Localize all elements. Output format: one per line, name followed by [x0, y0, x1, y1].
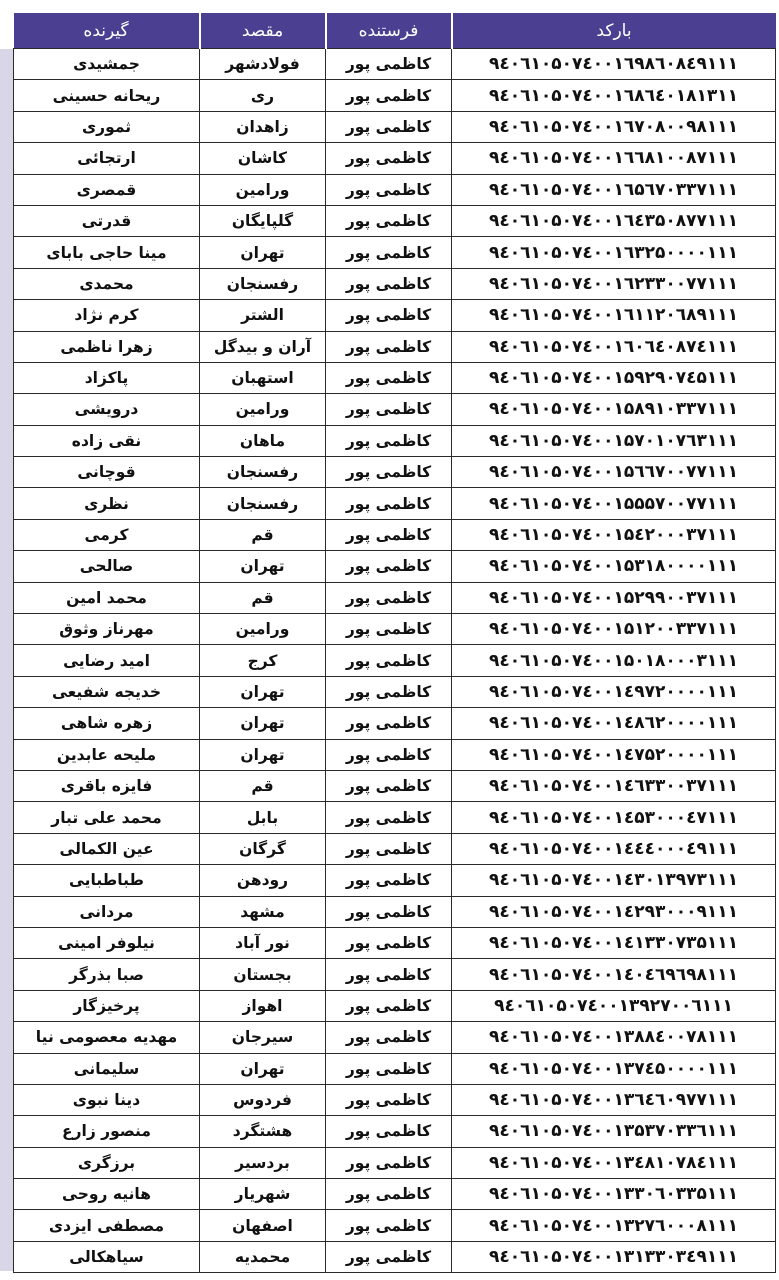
barcode-cell: ۹٤۰٦۱۰۵۰۷٤۰۰۱۵۰۱۸۰۰۰۳۱۱۱ — [452, 645, 776, 676]
shipments-table-container — [13, 13, 775, 1273]
barcode-cell: ۹٤۰٦۱۰۵۰۷٤۰۰۱۳٦٤٦۰۹۷۷۱۱۱ — [452, 1084, 776, 1115]
recipient-cell: محمدی — [14, 268, 200, 299]
destination-cell: ماهان — [200, 425, 326, 456]
barcode-cell: ۹٤۰٦۱۰۵۰۷٤۰۰۱٤۹۷۲۰۰۰۰۱۱۱ — [452, 676, 776, 707]
sender-cell: کاظمی پور — [326, 896, 452, 927]
destination-cell: اصفهان — [200, 1210, 326, 1241]
table-row — [14, 331, 776, 362]
barcode-cell: ۹٤۰٦۱۰۵۰۷٤۰۰۱٦۳۲۵۰۰۰۰۱۱۱ — [452, 237, 776, 268]
table-row — [14, 833, 776, 864]
recipient-cell: کرم نژاد — [14, 300, 200, 331]
table-row — [14, 49, 776, 80]
table-row — [14, 645, 776, 676]
sender-cell: کاظمی پور — [326, 551, 452, 582]
table-row — [14, 425, 776, 456]
table-row — [14, 237, 776, 268]
table-row — [14, 394, 776, 425]
recipient-cell: قوچانی — [14, 457, 200, 488]
recipient-cell: قمصری — [14, 174, 200, 205]
table-row — [14, 865, 776, 896]
recipient-cell: جمشیدی — [14, 49, 200, 80]
barcode-cell: ۹٤۰٦۱۰۵۰۷٤۰۰۱۵۷۰۱۰۷٦۳۱۱۱ — [452, 425, 776, 456]
header-barcode: بارکد — [452, 13, 776, 49]
table-row — [14, 708, 776, 739]
recipient-cell: خدیجه شفیعی — [14, 676, 200, 707]
recipient-cell: محمد امین — [14, 582, 200, 613]
destination-cell: شهریار — [200, 1179, 326, 1210]
barcode-cell: ۹٤۰٦۱۰۵۰۷٤۰۰۱٤۸٦۲۰۰۰۰۱۱۱ — [452, 708, 776, 739]
sender-cell: کاظمی پور — [326, 111, 452, 142]
barcode-cell: ۹٤۰٦۱۰۵۰۷٤۰۰۱٤٤٤۰۰۰٤۹۱۱۱ — [452, 833, 776, 864]
barcode-cell: ۹٤۰٦۱۰۵۰۷٤۰۰۱۵٦٦۷۰۰۷۷۱۱۱ — [452, 457, 776, 488]
recipient-cell: کرمی — [14, 519, 200, 550]
destination-cell: استهبان — [200, 362, 326, 393]
sender-cell: کاظمی پور — [326, 174, 452, 205]
sender-cell: کاظمی پور — [326, 300, 452, 331]
table-row — [14, 770, 776, 801]
recipient-cell: عین الکمالی — [14, 833, 200, 864]
barcode-cell: ۹٤۰٦۱۰۵۰۷٤۰۰۱۵٤۲۰۰۰۳۷۱۱۱ — [452, 519, 776, 550]
recipient-cell: دینا نبوی — [14, 1084, 200, 1115]
header-destination: مقصد — [200, 13, 326, 49]
recipient-cell: درویشی — [14, 394, 200, 425]
destination-cell: اهواز — [200, 990, 326, 1021]
destination-cell: فولادشهر — [200, 49, 326, 80]
table-row — [14, 1053, 776, 1084]
destination-cell: هشتگرد — [200, 1116, 326, 1147]
sender-cell: کاظمی پور — [326, 927, 452, 958]
table-row — [14, 582, 776, 613]
barcode-cell: ۹٤۰٦۱۰۵۰۷٤۰۰۱٦٦۸۱۰۰۸۷۱۱۱ — [452, 143, 776, 174]
recipient-cell: طباطبایی — [14, 865, 200, 896]
table-row — [14, 111, 776, 142]
recipient-cell: نقی زاده — [14, 425, 200, 456]
destination-cell: گلپایگان — [200, 205, 326, 236]
recipient-cell: قدرتی — [14, 205, 200, 236]
header-recipient: گیرنده — [14, 13, 200, 49]
recipient-cell: مصطفی ایزدی — [14, 1210, 200, 1241]
sender-cell: کاظمی پور — [326, 1147, 452, 1178]
destination-cell: ورامین — [200, 174, 326, 205]
sender-cell: کاظمی پور — [326, 1241, 452, 1272]
table-row — [14, 143, 776, 174]
recipient-cell: ملیحه عابدین — [14, 739, 200, 770]
table-row — [14, 519, 776, 550]
barcode-cell: ۹٤۰٦۱۰۵۰۷٤۰۰۱٤۵۳۰۰۰٤۷۱۱۱ — [452, 802, 776, 833]
destination-cell: نور آباد — [200, 927, 326, 958]
recipient-cell: زهرا ناظمی — [14, 331, 200, 362]
table-row — [14, 205, 776, 236]
recipient-cell: مینا حاجی بابای — [14, 237, 200, 268]
barcode-cell: ۹٤۰٦۱۰۵۰۷٤۰۰۱۳۸۸٤۰۰۷۸۱۱۱ — [452, 1022, 776, 1053]
barcode-cell: ۹٤۰٦۱۰۵۰۷٤۰۰۱۳٤۸۱۰۷۸٤۱۱۱ — [452, 1147, 776, 1178]
destination-cell: رفسنجان — [200, 488, 326, 519]
sender-cell: کاظمی پور — [326, 865, 452, 896]
barcode-cell: ۹٤۰٦۱۰۵۰۷٤۰۰۱٤۰٤٦۹٦۹۸۱۱۱ — [452, 959, 776, 990]
table-body — [14, 49, 776, 1273]
sender-cell: کاظمی پور — [326, 80, 452, 111]
barcode-cell: ۹٤۰٦۱۰۵۰۷٤۰۰۱٦۱۱۲۰٦۸۹۱۱۱ — [452, 300, 776, 331]
table-row — [14, 80, 776, 111]
destination-cell: زاهدان — [200, 111, 326, 142]
sender-cell: کاظمی پور — [326, 237, 452, 268]
recipient-cell: امید رضایی — [14, 645, 200, 676]
recipient-cell: مهرناز وثوق — [14, 614, 200, 645]
barcode-cell: ۹٤۰٦۱۰۵۰۷٤۰۰۱۵۳۱۸۰۰۰۰۱۱۱ — [452, 551, 776, 582]
table-row — [14, 1241, 776, 1272]
destination-cell: بردسیر — [200, 1147, 326, 1178]
barcode-cell: ۹٤۰٦۱۰۵۰۷٤۰۰۱٤۳۰۱۳۹۷۳۱۱۱ — [452, 865, 776, 896]
barcode-cell: ۹٤۰٦۱۰۵۰۷٤۰۰۱۳۱۳۳۰۳٤۹۱۱۱ — [452, 1241, 776, 1272]
barcode-cell: ۹٤۰٦۱۰۵۰۷٤۰۰۱٦۹۸٦۰۸٤۹۱۱۱ — [452, 49, 776, 80]
destination-cell: فردوس — [200, 1084, 326, 1115]
barcode-cell: ۹٤۰٦۱۰۵۰۷٤۰۰۱٦۷۰۸۰۰۹۸۱۱۱ — [452, 111, 776, 142]
recipient-cell: سیاهکالی — [14, 1241, 200, 1272]
recipient-cell: ثموری — [14, 111, 200, 142]
destination-cell: مشهد — [200, 896, 326, 927]
destination-cell: تهران — [200, 237, 326, 268]
destination-cell: تهران — [200, 551, 326, 582]
recipient-cell: فایزه باقری — [14, 770, 200, 801]
recipient-cell: مردانی — [14, 896, 200, 927]
table-row — [14, 614, 776, 645]
sender-cell: کاظمی پور — [326, 833, 452, 864]
table-row — [14, 1022, 776, 1053]
table-row — [14, 802, 776, 833]
barcode-cell: ۹٤۰٦۱۰۵۰۷٤۰۰۱۳۹۲۷۰۰٦۱۱۱ — [452, 990, 776, 1021]
barcode-cell: ۹٤۰٦۱۰۵۰۷٤۰۰۱۳۲۷٦۰۰۰۸۱۱۱ — [452, 1210, 776, 1241]
sender-cell: کاظمی پور — [326, 143, 452, 174]
recipient-cell: مهدیه معصومی نیا — [14, 1022, 200, 1053]
sender-cell: کاظمی پور — [326, 362, 452, 393]
table-row — [14, 1147, 776, 1178]
sender-cell: کاظمی پور — [326, 1116, 452, 1147]
shipments-table — [13, 13, 776, 1273]
sender-cell: کاظمی پور — [326, 331, 452, 362]
sender-cell: کاظمی پور — [326, 457, 452, 488]
destination-cell: قم — [200, 519, 326, 550]
recipient-cell: پرخیزگار — [14, 990, 200, 1021]
table-row — [14, 990, 776, 1021]
barcode-cell: ۹٤۰٦۱۰۵۰۷٤۰۰۱۳۵۳۷۰۳۳٦۱۱۱ — [452, 1116, 776, 1147]
table-row — [14, 927, 776, 958]
table-row — [14, 1179, 776, 1210]
sender-cell: کاظمی پور — [326, 1179, 452, 1210]
barcode-cell: ۹٤۰٦۱۰۵۰۷٤۰۰۱٦۸٦٤۰۱۸۱۳۱۱ — [452, 80, 776, 111]
destination-cell: آران و بیدگل — [200, 331, 326, 362]
sender-cell: کاظمی پور — [326, 645, 452, 676]
destination-cell: رودهن — [200, 865, 326, 896]
destination-cell: گرگان — [200, 833, 326, 864]
destination-cell: تهران — [200, 739, 326, 770]
recipient-cell: ریحانه حسینی — [14, 80, 200, 111]
destination-cell: رفسنجان — [200, 457, 326, 488]
recipient-cell: هانیه روحی — [14, 1179, 200, 1210]
destination-cell: بابل — [200, 802, 326, 833]
table-row — [14, 551, 776, 582]
barcode-cell: ۹٤۰٦۱۰۵۰۷٤۰۰۱٤۱۳۳۰۷۳۵۱۱۱ — [452, 927, 776, 958]
recipient-cell: محمد علی تبار — [14, 802, 200, 833]
destination-cell: ری — [200, 80, 326, 111]
recipient-cell: نیلوفر امینی — [14, 927, 200, 958]
table-row — [14, 268, 776, 299]
table-row — [14, 457, 776, 488]
table-row — [14, 1116, 776, 1147]
sender-cell: کاظمی پور — [326, 519, 452, 550]
table-row — [14, 362, 776, 393]
barcode-cell: ۹٤۰٦۱۰۵۰۷٤۰۰۱۳۳۰٦۰۳۳۵۱۱۱ — [452, 1179, 776, 1210]
barcode-cell: ۹٤۰٦۱۰۵۰۷٤۰۰۱٦۰٦٤۰۸۷٤۱۱۱ — [452, 331, 776, 362]
table-row — [14, 896, 776, 927]
table-row — [14, 676, 776, 707]
recipient-cell: زهره شاهی — [14, 708, 200, 739]
table-row — [14, 174, 776, 205]
sender-cell: کاظمی پور — [326, 268, 452, 299]
destination-cell: تهران — [200, 676, 326, 707]
sender-cell: کاظمی پور — [326, 205, 452, 236]
barcode-cell: ۹٤۰٦۱۰۵۰۷٤۰۰۱٤۲۹۳۰۰۰۹۱۱۱ — [452, 896, 776, 927]
recipient-cell: سلیمانی — [14, 1053, 200, 1084]
sender-cell: کاظمی پور — [326, 1022, 452, 1053]
sender-cell: کاظمی پور — [326, 1084, 452, 1115]
sender-cell: کاظمی پور — [326, 708, 452, 739]
destination-cell: الشتر — [200, 300, 326, 331]
sender-cell: کاظمی پور — [326, 1053, 452, 1084]
table-row — [14, 739, 776, 770]
sender-cell: کاظمی پور — [326, 488, 452, 519]
recipient-cell: نظری — [14, 488, 200, 519]
destination-cell: قم — [200, 582, 326, 613]
barcode-cell: ۹٤۰٦۱۰۵۰۷٤۰۰۱۵۹۲۹۰۷٤۵۱۱۱ — [452, 362, 776, 393]
sender-cell: کاظمی پور — [326, 770, 452, 801]
destination-cell: تهران — [200, 1053, 326, 1084]
sender-cell: کاظمی پور — [326, 802, 452, 833]
table-row — [14, 488, 776, 519]
header-sender: فرستنده — [326, 13, 452, 49]
destination-cell: تهران — [200, 708, 326, 739]
barcode-cell: ۹٤۰٦۱۰۵۰۷٤۰۰۱۵۸۹۱۰۳۳۷۱۱۱ — [452, 394, 776, 425]
destination-cell: سیرجان — [200, 1022, 326, 1053]
sender-cell: کاظمی پور — [326, 1210, 452, 1241]
recipient-cell: صالحی — [14, 551, 200, 582]
table-row — [14, 1210, 776, 1241]
sender-cell: کاظمی پور — [326, 49, 452, 80]
barcode-cell: ۹٤۰٦۱۰۵۰۷٤۰۰۱٤۷۵۲۰۰۰۰۱۱۱ — [452, 739, 776, 770]
sender-cell: کاظمی پور — [326, 582, 452, 613]
sender-cell: کاظمی پور — [326, 676, 452, 707]
sender-cell: کاظمی پور — [326, 425, 452, 456]
table-row — [14, 959, 776, 990]
sender-cell: کاظمی پور — [326, 739, 452, 770]
sender-cell: کاظمی پور — [326, 394, 452, 425]
recipient-cell: منصور زارع — [14, 1116, 200, 1147]
sender-cell: کاظمی پور — [326, 614, 452, 645]
sender-cell: کاظمی پور — [326, 990, 452, 1021]
left-edge-bar — [0, 49, 14, 1271]
table-row — [14, 300, 776, 331]
barcode-cell: ۹٤۰٦۱۰۵۰۷٤۰۰۱٦۵٦۷۰۳۳۷۱۱۱ — [452, 174, 776, 205]
destination-cell: قم — [200, 770, 326, 801]
table-header-row — [14, 13, 776, 49]
destination-cell: کرج — [200, 645, 326, 676]
barcode-cell: ۹٤۰٦۱۰۵۰۷٤۰۰۱۳۷٤۵۰۰۰۰۱۱۱ — [452, 1053, 776, 1084]
recipient-cell: صبا بذرگر — [14, 959, 200, 990]
barcode-cell: ۹٤۰٦۱۰۵۰۷٤۰۰۱۵۱۲۰۰۳۳۷۱۱۱ — [452, 614, 776, 645]
recipient-cell: پاکزاد — [14, 362, 200, 393]
destination-cell: محمدیه — [200, 1241, 326, 1272]
table-row — [14, 1084, 776, 1115]
destination-cell: بجستان — [200, 959, 326, 990]
destination-cell: کاشان — [200, 143, 326, 174]
barcode-cell: ۹٤۰٦۱۰۵۰۷٤۰۰۱۵۲۹۹۰۰۳۷۱۱۱ — [452, 582, 776, 613]
barcode-cell: ۹٤۰٦۱۰۵۰۷٤۰۰۱۵۵۵۷۰۰۷۷۱۱۱ — [452, 488, 776, 519]
barcode-cell: ۹٤۰٦۱۰۵۰۷٤۰۰۱٦۲۳۳۰۰۷۷۱۱۱ — [452, 268, 776, 299]
barcode-cell: ۹٤۰٦۱۰۵۰۷٤۰۰۱٦٤۳۵۰۸۷۷۱۱۱ — [452, 205, 776, 236]
sender-cell: کاظمی پور — [326, 959, 452, 990]
barcode-cell: ۹٤۰٦۱۰۵۰۷٤۰۰۱٤٦۳۳۰۰۳۷۱۱۱ — [452, 770, 776, 801]
destination-cell: ورامین — [200, 394, 326, 425]
destination-cell: ورامین — [200, 614, 326, 645]
destination-cell: رفسنجان — [200, 268, 326, 299]
recipient-cell: برزگری — [14, 1147, 200, 1178]
recipient-cell: ارتجائی — [14, 143, 200, 174]
